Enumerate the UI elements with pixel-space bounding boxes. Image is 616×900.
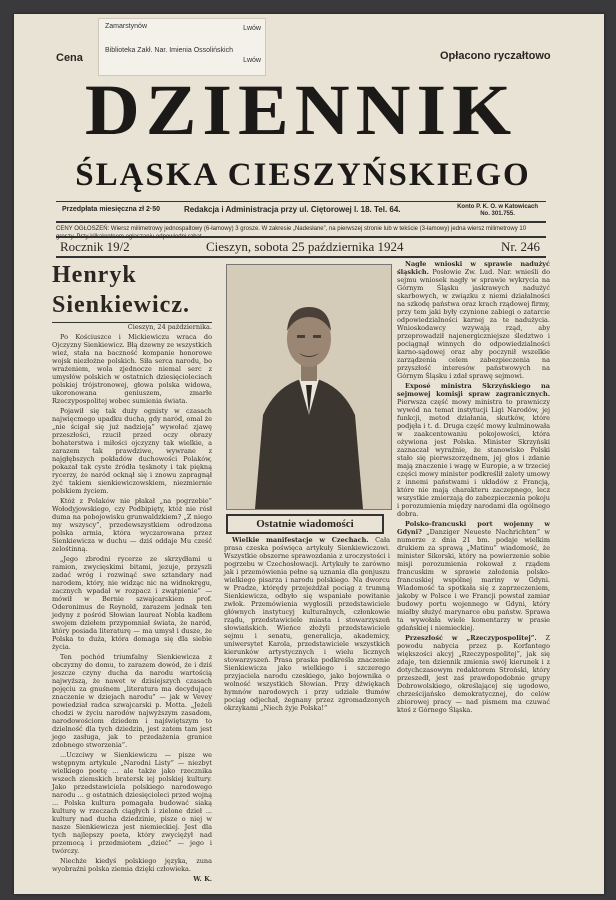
stamp-line-1: Zamarstynów [105,23,148,30]
article-signature: W. K. [193,875,212,883]
stamp-city-1: Lwów [243,25,261,32]
bank-account-line-1: Konto P. K. O. w Katowicach [457,204,538,210]
article-body [52,323,212,883]
ad-prices: CENY OGŁOSZEŃ: Wiersz milimetrowy jednospaltowy (6-łamowy) 3 grosze. W zakresie „Nadesłane”, na pierwszej stronie lub w tekście (3-łamowy) jedna wiersz milimetrowy 10 groszy. Przy kilkakrotnem ogłaszaniu odpowiedni rabat. [56,221,546,241]
article-paragraph: Ten pochód triumfalny Sienkiewicza z obczyzny do domu, to zarazem dowód, że i dziś jeszcze czyny ducha da narodu wartością najwyższą, że nawet w dzisiejszych czasach pojęciu za gnuśnem „literatura ma decydujące znaczenie w dziejach narodu” — jak w Vevey powiedział radca szwajcarski p. Motta. „Jeżeli chodzi w życiu narodów najwyższym zasadom, narodowościom dziedem i najświętszym to dzielność dla tych dziedzin, jest zatem tam jest jego zasługa, jak to przedażenia granice zdobnego stworzenia”. [52,653,212,749]
postage-paid-label: Opłacono ryczałtowo [440,50,551,62]
issue-date: Cieszyn, sobota 25 października 1924 [206,239,404,254]
article-paragraph: Niechże kiedyś polskiego języka, zuna wyobraźni polska ziemia dzięki człowieka. [52,857,212,873]
volume-number: Rocznik 19/2 [60,239,130,254]
editorial-address: Redakcja i Administracja przy ul. Ciętorowej l. 18. Tel. 64. [184,205,401,214]
news-text: Cała prasa czeska poświęca artykuły Sienkiewiczowi. Wszystkie obszerne sprawozdania z uroczystości i pogrzebu w Czechosłowacji. Artykuły te zarówno jak i przemówienia pełne są uznania dla genjuszu wielkiego pisarza i narodu polskiego. Na dworcu w Pradze, którędy przejeżdżał pociąg z trumną Sienkiewicza, odbyło się wspaniałe powitanie zwłok. Przemówienia wygłosili przedstawiciele głównych instytucyj kulturalnych, członkowie rządu, przedstawiciele miasta i stowarzyszeń słowiańskich. Wieńce złożyli przedstawiciele sejmu i senatu, generalicja, akademicy, uniwersytet Karola, przedstawiciele wszystkich kierunków artystycznych i wielu licznych stowarzyszeń. Prasa praska podkreśla znaczenie Sienkiewicza jako wielkiego i szczerego przyjaciela narodu czeskiego, jako bojownika o wolność wszystkich Słowian. Przy dźwiękach hymnów narodowych i przy udziale tłumów pociąg odjechał, żegnany przez zgromadzonych okrzykami „Niech żyje Polska!” [224,536,390,712]
news-text: „Danziger Neueste Nachrichten” w numerze z dnia 21 bm. podaje wielkim drukiem za sprawą „Matinu” wiadomość, że minister Sikorski, który na powierzenie sobie misji porozumienia rokował z rządem francuskim w sprawie założenia polsko-francuskiej wspólnej mariny w Gdyni. Wiadomość ta spotkała się z zaprzeczeniem, jakoby w Polsce i we Francji powstał zamiar budowy portu wojennego w Gdyni, który miałby służyć marynarce obu państw. Sprawa ta wywołała wiele komentarzy w prasie gdańskiej i niemieckiej. [397,528,550,632]
library-stamp [98,18,266,76]
news-text: Posłowie Zw. Lud. Nar. wnieśli do sejmu wniosek nagły w sprawie wykrycia na Górnym Śląsku jaskrawych nadużyć skarbowych, w związku z niemi działalności na szkodę państwa oraz krach rządowej firmy, przy tem jaki były czynione zabiegi o zatarcie odpowiedzialności karnej za te nadużycia. Wnioskodawcy wzywają rząd, aby przeprowadził najenergiczniejsze śledztwo i pociągnął winnych do odpowiedzialności karno-sądowej oraz aby poczynił wszelkie zarządzenia celem zabezpieczenia na przyszłość interesów państwowych na Górnym Śląsku i zdał sprawę sejmowi. [397,268,550,380]
masthead-info-row [56,201,546,220]
article-dateline: Cieszyn, 24 października. [127,323,212,331]
article-paragraph: Pojawił się tak duży ognisty w czasach najwięcmego upadku ducha, gdy naród, omal że „nie ścigał się już nadzieją” wywołać zjawę przeszłości, rzucił przed oczy obrazy bohaterstwa i miłości ojczyzny tak wielkie, a zarazem tak prawdziwe, wywrane z najgłębszych pokładów duchowości Polaków, pokazał tak cyste źródła tęsknoty i tak piękną rycerzy, że naród ocknął się i znowu zapragnął żyć takiem sienkiewiczowskiem, niezmiernie polskiem życiem. [52,407,212,495]
news-text: Z powodu nabycia przez p. Korfantego większości akcyj „Rzeczypospolitej”, jak się zdaje, ten dziennik zmienia swój kierunek i z dotychczasowym redaktorem Stroński, który przeszedł, jest zaś prawdopodobnie grupy Dobrowolskiego, określającej się ugodowo, chrześcijańsko demokratycznej, do celów zbiorowej pracy — nad pismem ma czuwać ktoś z Górnego Śląska. [397,634,550,714]
subscription-price: Przedpłata miesięczna zł 2·50 [62,206,161,213]
article-paragraph: „Jego zbrodni rycerze ze skrzydłami u ramion, zwycięskimi bitami, jezuje, przyszli zadać wróg i rozwinąć swe sztandary nad narodem, który, nie widząc nic na widnokręgu, zacznych wpadał w rozpacz i zwątpienie” — mówił w Bernie szwajcarskiem prof. Oderonimus de Reynold, zarazem jednak ten jedyny z pośród Słowian laureat Nobla kadłem swojem dziełem przypomniał świata, że naród, który posiada literaturę — ma umysł i dusze, że Polska to duża, która domaga się dla siebie życia. [52,555,212,651]
bank-account [457,204,538,218]
stamp-line-2: Biblioteka Zakł. Nar. Imienia Ossolińskich [105,47,233,54]
article-paragraph: Któż z Polaków nie płakał „na pogrzebie” Wołodyjowskiego, czy Podbipięty, któż nie rósł duma na pobojowisku grunwaldzkiem? „Z niego my wszyscy”, przedewszystkiem odrodzona polska armia, która wyczarowana przez Sienkiewicza w duchu — dziś oddaje Mu cześć zelośtinną. [52,497,212,553]
newspaper-page [14,14,604,894]
news-lead: Przeszłość w „Rzeczypospolitej”. [405,634,537,642]
portrait-figure [227,265,391,509]
article-paragraph: Po Kościuszce i Mickiewiczu wraca do Ojczyzny Sienkiewicz. Błą dzewny ze wszystkich wież, stała na baczność kompanie honorowe wojsk niezłożne polskich. Siła serca narodu, bo wrażeniem, wola zjednocze niemal serc z umysłów polskich w ostatnich dziesięcioleciach polskiej trójstronowej, głowa polska widowa, ukoronowana geniuszem, zmarłe Rzeczypospolitej wobec sumienia świata. [52,333,212,405]
issue-number: Nr. 246 [501,239,540,254]
column-politics [397,260,550,716]
article-paragraph: ...Uczciwy w Sienkiewiczu — pisze we wstępnym artykule „Narodni Listy” — niezbyt wielkiego poetę ... ale także jako rzecznika wszech ziemskich bratersk iej polskiej kultury. Jako przedstawiciela polskiego narodowego narodu ... g ostatnich dziesięcioleci przed wojną ... Polska kultura pomagała budować siaką kulturę w rzeczach ciągłych i zielone dzieł ... kultury nad ducha dziedzinie, pisze o niej w nasze Sienkiewicza jest niemieckiej. Jest dla tych najlepszy poeta, który zwyciężył nad przemocą i przedmiotem „dzieć” — jego i twórczy. [52,751,212,855]
news-text: Pierwsza część mowy ministra to prawniczy wywód na temat instytucji Ligi Narodów, jej funkcji, metod działania, skutków, które podjęła i t. d. Druga część mowy kulminowała w zaakcentowaniu pokojowości, która ożywiona jest Polska. Minister Skrzyński zaznaczał wyraźnie, że stanowisko Polski stało się pierwszorzędnem, jej głos i zdanie mają znaczenie i wagę w Europie, a w trzeciej części mowy minister podkreślił zalety umowy z innemi państwami i układów z Francją, które nie mają charakteru zaczepnego, lecz wszystkie zmierzają do zabezpieczenia pokoju i porozumienia między narodami dla ogólnego dobra. [397,398,550,518]
portrait-photo [226,264,392,510]
price-label: Cena [56,52,83,64]
news-lead: Wielkie manifestacje w Czechach. [232,536,369,544]
column-sienkiewicz [52,260,212,885]
masthead-subtitle: ŚLĄSKA CIESZYŃSKIEGO [75,157,531,193]
stamp-city-2: Lwów [243,57,261,64]
column-latest-news [224,536,390,714]
bank-account-line-2: No. 301.755. [480,211,515,217]
news-lead: Nagłe wnioski w sprawie nadużyć śląskich. [397,260,550,276]
article-headline: Henryk Sienkiewicz. [52,260,212,323]
masthead-title: DZIENNIK [84,70,518,150]
latest-news-heading: Ostatnie wiadomości [226,514,384,534]
dateline [56,236,546,258]
news-lead: Exposé ministra Skrzyńskiego na sejmowej komisji spraw zagranicznych. [397,382,550,398]
news-lead: Polsko-francuski port wojenny w Gdyni? [397,520,550,536]
